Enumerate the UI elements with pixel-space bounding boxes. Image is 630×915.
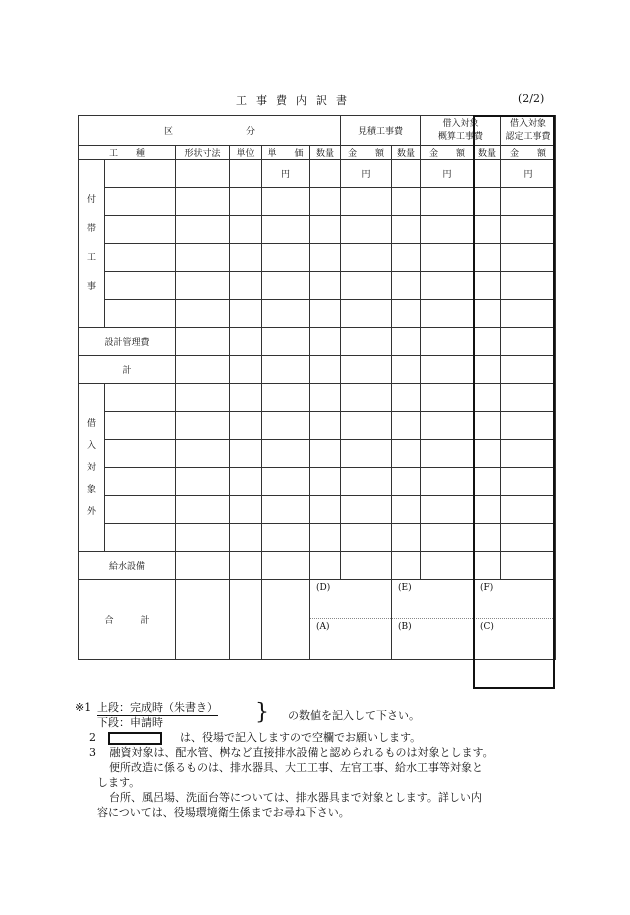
water-supply-row [79,552,556,580]
unit-price-cell[interactable] [262,412,310,440]
page-number: (2/2) [518,92,545,105]
table-row [79,272,556,300]
spec-cell[interactable] [176,412,230,440]
spec-cell[interactable] [176,244,230,272]
amount-cell[interactable] [421,216,474,244]
amount-cell[interactable] [501,328,556,356]
total-label-c: (C) [480,622,494,632]
amount-cell[interactable] [341,412,392,440]
unit-cell[interactable] [230,412,262,440]
amount-cell[interactable] [501,216,556,244]
note-upper: 上段：完成時（朱書き） [97,701,218,714]
ancillary-char: 付 [86,194,96,205]
qty-header: 数量 [474,146,501,160]
amount-cell[interactable] [421,244,474,272]
note-3-line-2: 便所改造に係るものは、排水器具、大工工事、左官工事、給水工事等対象と [109,761,483,774]
unit-cell[interactable] [230,300,262,328]
excluded-char: 外 [86,506,96,517]
qty-cell[interactable] [310,216,341,244]
amount-cell[interactable] [501,496,556,524]
qty-cell[interactable] [310,160,341,188]
office-use-box-icon [108,732,162,745]
unit-price-cell[interactable] [262,384,310,412]
qty-cell[interactable] [392,524,421,552]
spec-cell[interactable] [176,272,230,300]
loan-certified-total-cell[interactable] [474,580,556,660]
qty-cell[interactable] [310,440,341,468]
work-type-cell[interactable] [105,412,176,440]
unit-price-cell[interactable] [262,272,310,300]
loan-estimate-total-cell[interactable] [392,580,474,660]
qty-cell[interactable] [474,552,501,580]
table-row [79,440,556,468]
amount-cell[interactable]: 円 [501,160,556,188]
table-row [79,496,556,524]
amount-cell[interactable]: 円 [341,160,392,188]
unit-price-cell[interactable] [262,300,310,328]
unit-price-cell[interactable] [262,188,310,216]
qty-cell[interactable] [392,496,421,524]
unit-cell [230,580,262,660]
table-row [79,468,556,496]
excluded-char: 借 [86,418,96,429]
subtotal-row [79,356,556,384]
notes [75,700,565,820]
division-header [79,116,341,146]
table-row [79,188,556,216]
loan-estimate-header: 借入対象 概算工事費 [421,116,501,146]
amount-cell[interactable] [341,552,392,580]
excluded-char: 対 [86,462,96,473]
excluded-char: 象 [86,484,96,495]
unit-cell[interactable] [230,244,262,272]
total-label-a: (A) [316,622,330,632]
note-2-number: 2 [89,731,96,744]
work-type-cell[interactable] [105,384,176,412]
qty-cell[interactable] [310,552,341,580]
amount-cell[interactable] [501,412,556,440]
qty-cell[interactable] [392,468,421,496]
qty-cell[interactable] [392,300,421,328]
qty-cell[interactable] [310,328,341,356]
note-3-line-3: します。 [97,776,141,789]
unit-cell[interactable] [230,328,262,356]
amount-cell[interactable] [501,440,556,468]
table-row [79,244,556,272]
unit-cell[interactable] [230,496,262,524]
amount-cell[interactable] [501,356,556,384]
unit-price-cell[interactable] [262,440,310,468]
amount-cell[interactable] [421,496,474,524]
amount-cell[interactable] [341,524,392,552]
spec-cell[interactable] [176,160,230,188]
amount-cell[interactable] [341,328,392,356]
qty-cell[interactable] [474,384,501,412]
spec-cell[interactable] [176,552,230,580]
note-3 [75,745,565,760]
amount-cell[interactable] [341,356,392,384]
qty-cell[interactable] [310,384,341,412]
unit-cell[interactable] [230,272,262,300]
note-3-text: 融資対象は、配水管、桝など直接排水設備と認められるものは対象とします。 [109,746,494,759]
ancillary-char: 帯 [86,223,96,234]
unit-price-cell[interactable] [262,524,310,552]
amount-cell[interactable] [421,384,474,412]
unit-cell[interactable] [230,356,262,384]
qty-cell[interactable] [392,216,421,244]
qty-cell[interactable] [392,244,421,272]
unit-cell[interactable] [230,440,262,468]
qty-cell[interactable] [310,496,341,524]
qty-cell[interactable] [474,160,501,188]
work-type-header: 工 種 [79,146,176,160]
division-label-left: 区 [164,127,174,137]
qty-cell[interactable] [474,300,501,328]
excluded-char: 入 [86,440,96,451]
spec-cell[interactable] [176,328,230,356]
note-2 [75,730,565,745]
work-type-cell[interactable] [105,272,176,300]
unit-price-cell [262,580,310,660]
amount-cell[interactable] [341,384,392,412]
note-1-tail: の数値を記入して下さい。 [288,709,420,722]
unit-price-header: 単 価 [262,146,310,160]
qty-cell[interactable] [474,188,501,216]
unit-price-cell[interactable] [262,496,310,524]
note-1 [75,700,565,730]
total-label-d: (D) [316,583,331,593]
qty-cell[interactable] [474,496,501,524]
amount-cell[interactable]: 円 [421,160,474,188]
table-row [79,412,556,440]
unit-price-cell[interactable] [262,356,310,384]
spec-cell[interactable] [176,300,230,328]
unit-cell[interactable] [230,468,262,496]
unit-cell[interactable] [230,552,262,580]
spec-header: 形状寸法 [176,146,230,160]
qty-cell[interactable] [392,552,421,580]
qty-cell[interactable] [310,300,341,328]
amount-header: 金 額 [421,146,474,160]
amount-cell[interactable] [421,300,474,328]
loan-certified-header: 借入対象 認定工事費 [501,116,556,146]
qty-cell[interactable] [392,412,421,440]
note-mark: ※1 [75,701,92,714]
qty-cell[interactable] [474,328,501,356]
amount-cell[interactable] [341,300,392,328]
subtotal-label: 計 [79,356,176,384]
cost-breakdown-table [78,115,556,660]
amount-cell[interactable] [421,328,474,356]
total-label: 合 計 [79,580,176,660]
qty-header: 数量 [392,146,421,160]
qty-cell[interactable] [474,244,501,272]
estimate-total-cell[interactable] [310,580,392,660]
amount-cell[interactable] [501,188,556,216]
spec-cell[interactable] [176,216,230,244]
amount-cell[interactable] [341,188,392,216]
spec-cell[interactable] [176,188,230,216]
amount-cell[interactable] [421,440,474,468]
qty-cell[interactable] [310,356,341,384]
unit-price-cell[interactable]: 円 [262,160,310,188]
total-label-e: (E) [398,583,412,593]
amount-cell[interactable] [421,524,474,552]
design-mgmt-label: 設計管理費 [79,328,176,356]
amount-cell[interactable] [501,244,556,272]
amount-cell[interactable] [341,440,392,468]
total-row [79,580,556,660]
qty-cell[interactable] [392,188,421,216]
amount-cell[interactable] [421,468,474,496]
amount-cell[interactable] [501,552,556,580]
work-type-cell[interactable] [105,468,176,496]
unit-price-cell[interactable] [262,552,310,580]
amount-cell[interactable] [341,272,392,300]
amount-cell[interactable] [341,468,392,496]
table-row [79,524,556,552]
amount-cell[interactable] [501,468,556,496]
ancillary-works-label [79,160,105,328]
amount-cell[interactable] [501,524,556,552]
spec-cell[interactable] [176,384,230,412]
note-lower: 下段：申請時 [97,716,163,729]
note-3-number: 3 [89,746,96,759]
unit-cell[interactable] [230,216,262,244]
unit-price-cell[interactable] [262,244,310,272]
note-3-line-5: 容については、役場環境衛生係までお尋ね下さい。 [97,806,350,819]
qty-cell[interactable] [392,160,421,188]
note-2-text: は、役場で記入しますので空欄でお願いします。 [180,731,422,744]
qty-cell[interactable] [310,412,341,440]
amount-cell[interactable] [341,244,392,272]
document-title: 工事費内訳書 [236,94,356,107]
amount-cell[interactable] [421,356,474,384]
qty-cell[interactable] [392,440,421,468]
work-type-cell[interactable] [105,440,176,468]
qty-cell[interactable] [310,272,341,300]
work-type-cell[interactable] [105,216,176,244]
amount-header: 金 額 [501,146,556,160]
unit-cell[interactable] [230,160,262,188]
amount-cell[interactable] [501,384,556,412]
brace-icon: } [255,700,269,725]
qty-cell[interactable] [310,244,341,272]
ancillary-char: 事 [86,281,96,292]
total-label-f: (F) [480,583,494,593]
unit-price-cell[interactable] [262,468,310,496]
excluded-from-loan-label [79,384,105,552]
note-3-line-4: 台所、風呂場、洗面台等については、排水器具まで対象とします。詳しい内 [109,791,482,804]
design-mgmt-row [79,328,556,356]
qty-cell[interactable] [310,188,341,216]
qty-cell[interactable] [474,412,501,440]
spec-cell[interactable] [176,356,230,384]
amount-cell[interactable] [341,216,392,244]
qty-cell[interactable] [474,272,501,300]
spec-cell[interactable] [176,496,230,524]
qty-cell[interactable] [474,524,501,552]
spec-cell[interactable] [176,440,230,468]
amount-cell[interactable] [341,496,392,524]
qty-header: 数量 [310,146,341,160]
amount-header: 金 額 [341,146,392,160]
qty-cell[interactable] [310,524,341,552]
amount-cell[interactable] [501,300,556,328]
qty-cell[interactable] [474,440,501,468]
table-row [79,216,556,244]
total-label-b: (B) [398,622,412,632]
work-type-cell[interactable] [105,300,176,328]
unit-cell[interactable] [230,188,262,216]
unit-price-cell[interactable] [262,328,310,356]
qty-cell[interactable] [474,216,501,244]
unit-price-cell[interactable] [262,216,310,244]
ancillary-char: 工 [86,252,96,263]
water-supply-label: 給水設備 [79,552,176,580]
work-type-cell[interactable] [105,524,176,552]
division-label-right: 分 [245,127,255,137]
qty-cell[interactable] [474,468,501,496]
work-type-cell[interactable] [105,496,176,524]
amount-cell[interactable] [421,188,474,216]
spec-cell[interactable] [176,524,230,552]
qty-cell[interactable] [392,384,421,412]
amount-cell[interactable] [421,272,474,300]
amount-cell[interactable] [421,412,474,440]
work-type-cell[interactable] [105,188,176,216]
unit-cell[interactable] [230,384,262,412]
table-row [79,300,556,328]
estimate-header: 見積工事費 [341,116,421,146]
spec-cell [176,580,230,660]
qty-cell[interactable] [310,468,341,496]
qty-cell[interactable] [392,356,421,384]
amount-cell[interactable] [421,552,474,580]
work-type-cell[interactable] [105,160,176,188]
qty-cell[interactable] [392,272,421,300]
work-type-cell[interactable] [105,244,176,272]
qty-cell[interactable] [392,328,421,356]
qty-cell[interactable] [474,356,501,384]
unit-cell[interactable] [230,524,262,552]
unit-header: 単位 [230,146,262,160]
spec-cell[interactable] [176,468,230,496]
amount-cell[interactable] [501,272,556,300]
